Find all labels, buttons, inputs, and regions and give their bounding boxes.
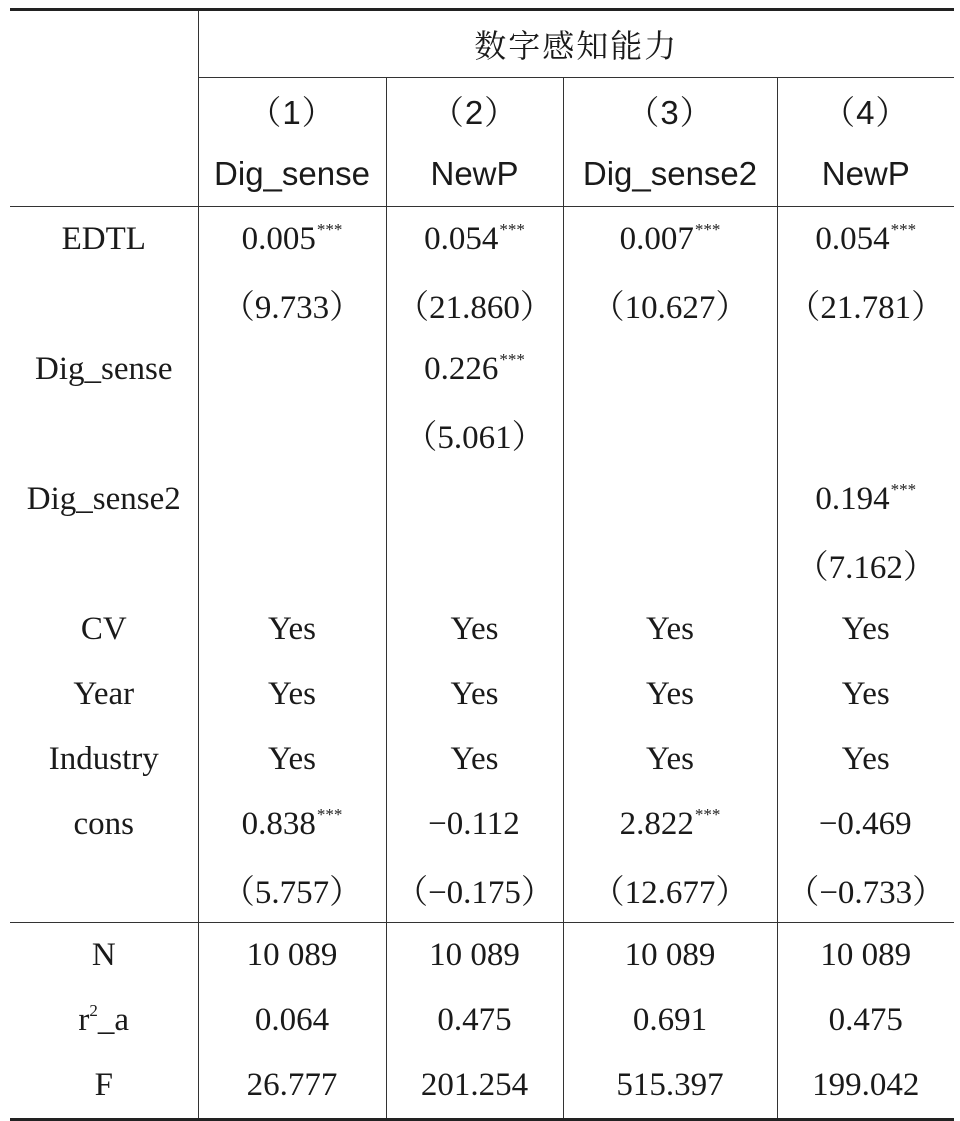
- coef-cell: [777, 792, 954, 857]
- coef-cell: [386, 792, 563, 857]
- table-row-dig-sense2-t: [10, 532, 954, 597]
- r2a-label-base: r: [78, 1002, 90, 1038]
- stat-cell: 10 089: [777, 923, 954, 989]
- control-cell: Yes: [563, 597, 777, 662]
- control-cell: Yes: [198, 662, 386, 727]
- table-row-n: [10, 923, 954, 989]
- control-cell: Yes: [386, 662, 563, 727]
- dep-var-2: NewP: [386, 142, 563, 207]
- r2a-label-sup: 2: [89, 1001, 98, 1020]
- stat-cell: 199.042: [777, 1053, 954, 1120]
- row-label: Dig_sense2: [26, 481, 181, 517]
- significance-stars: ***: [316, 220, 343, 239]
- control-cell: Yes: [386, 727, 563, 792]
- r2a-label-rest: _a: [97, 1002, 130, 1038]
- dep-var-1: Dig_sense: [198, 142, 386, 207]
- control-cell: Yes: [777, 727, 954, 792]
- coef-cell: [386, 467, 563, 532]
- t-stat-cell: [198, 402, 386, 467]
- stat-cell: 0.064: [198, 988, 386, 1053]
- row-label: Dig_sense: [35, 351, 173, 387]
- table-row-cv: [10, 597, 954, 662]
- coef-value: 2.822: [619, 806, 694, 842]
- row-label: CV: [80, 611, 127, 647]
- table-row-dig-sense2-coef: [10, 467, 954, 532]
- t-stat-cell: （−0.733）: [777, 857, 954, 923]
- coef-cell: [563, 337, 777, 402]
- model-number-1: （1）: [198, 78, 386, 143]
- row-label: F: [10, 1053, 198, 1120]
- coef-value: 0.054: [815, 221, 890, 257]
- coef-cell: [563, 792, 777, 857]
- coef-value: 0.054: [424, 221, 499, 257]
- t-stat-cell: （7.162）: [777, 532, 954, 597]
- significance-stars: ***: [499, 350, 525, 369]
- header-dep-var-row: [10, 142, 954, 207]
- header-corner-cell: [10, 78, 198, 143]
- table-row-edtl-t: [10, 272, 954, 337]
- significance-stars: ***: [890, 480, 917, 499]
- coef-value: −0.469: [818, 806, 912, 842]
- model-number-4: （4）: [777, 78, 954, 143]
- stat-cell: 10 089: [198, 923, 386, 989]
- t-stat-cell: （12.677）: [563, 857, 777, 923]
- coef-cell: [777, 337, 954, 402]
- table-row-industry: [10, 727, 954, 792]
- coef-cell: [198, 792, 386, 857]
- coef-cell: [777, 467, 954, 532]
- significance-stars: ***: [499, 220, 525, 239]
- coef-cell: [386, 207, 563, 273]
- coef-cell: [198, 207, 386, 273]
- table-row-dig-sense-coef: [10, 337, 954, 402]
- table-row-edtl-coef: [10, 207, 954, 273]
- dep-var-3: Dig_sense2: [563, 142, 777, 207]
- coef-value: 0.838: [241, 806, 316, 842]
- t-stat-cell: [386, 532, 563, 597]
- row-label-empty: [10, 857, 198, 923]
- regression-table: [10, 8, 954, 1121]
- control-cell: Yes: [198, 727, 386, 792]
- table-row-year: [10, 662, 954, 727]
- stat-cell: 0.691: [563, 988, 777, 1053]
- row-label: Industry: [48, 741, 159, 777]
- row-label-empty: [10, 402, 198, 467]
- coef-value: 0.194: [815, 481, 890, 517]
- t-stat-cell: （9.733）: [198, 272, 386, 337]
- t-stat-cell: （5.061）: [386, 402, 563, 467]
- table-row-dig-sense-t: [10, 402, 954, 467]
- control-cell: Yes: [386, 597, 563, 662]
- table-row-r2a: [10, 988, 954, 1053]
- row-label: cons: [73, 806, 134, 842]
- t-stat-cell: [563, 532, 777, 597]
- group-header: 数字感知能力: [198, 10, 954, 78]
- header-corner-cell: [10, 10, 198, 78]
- row-label: EDTL: [61, 221, 146, 257]
- header-corner-cell: [10, 142, 198, 207]
- significance-stars: ***: [694, 805, 721, 824]
- header-model-number-row: [10, 78, 954, 143]
- table-row-cons-coef: [10, 792, 954, 857]
- t-stat-cell: [777, 402, 954, 467]
- coef-cell: [198, 337, 386, 402]
- stat-cell: 10 089: [563, 923, 777, 989]
- control-cell: Yes: [563, 727, 777, 792]
- significance-stars: ***: [694, 220, 721, 239]
- coef-value: −0.112: [428, 806, 520, 842]
- coef-value: 0.007: [619, 221, 694, 257]
- t-stat-cell: （10.627）: [563, 272, 777, 337]
- stat-cell: 10 089: [386, 923, 563, 989]
- significance-stars: ***: [316, 805, 343, 824]
- stat-cell: 515.397: [563, 1053, 777, 1120]
- coef-cell: [198, 467, 386, 532]
- coef-value: 0.005: [241, 221, 316, 257]
- table-row-cons-t: [10, 857, 954, 923]
- t-stat-cell: （−0.175）: [386, 857, 563, 923]
- control-cell: Yes: [777, 597, 954, 662]
- stat-cell: 0.475: [386, 988, 563, 1053]
- stat-cell: 0.475: [777, 988, 954, 1053]
- t-stat-cell: （21.781）: [777, 272, 954, 337]
- coef-cell: [386, 337, 563, 402]
- model-number-2: （2）: [386, 78, 563, 143]
- header-group-row: [10, 10, 954, 78]
- row-label: [10, 988, 198, 1053]
- row-label-empty: [10, 272, 198, 337]
- row-label: Year: [73, 676, 135, 712]
- stat-cell: 201.254: [386, 1053, 563, 1120]
- control-cell: Yes: [198, 597, 386, 662]
- t-stat-cell: （21.860）: [386, 272, 563, 337]
- stat-cell: 26.777: [198, 1053, 386, 1120]
- row-label: N: [91, 937, 116, 973]
- coef-cell: [777, 207, 954, 273]
- dep-var-4: NewP: [777, 142, 954, 207]
- coef-cell: [563, 207, 777, 273]
- control-cell: Yes: [563, 662, 777, 727]
- significance-stars: ***: [890, 220, 917, 239]
- table-row-f: [10, 1053, 954, 1120]
- coef-cell: [563, 467, 777, 532]
- control-cell: Yes: [777, 662, 954, 727]
- t-stat-cell: （5.757）: [198, 857, 386, 923]
- model-number-3: （3）: [563, 78, 777, 143]
- coef-value: 0.226: [424, 351, 499, 387]
- t-stat-cell: [198, 532, 386, 597]
- t-stat-cell: [563, 402, 777, 467]
- row-label-empty: [10, 532, 198, 597]
